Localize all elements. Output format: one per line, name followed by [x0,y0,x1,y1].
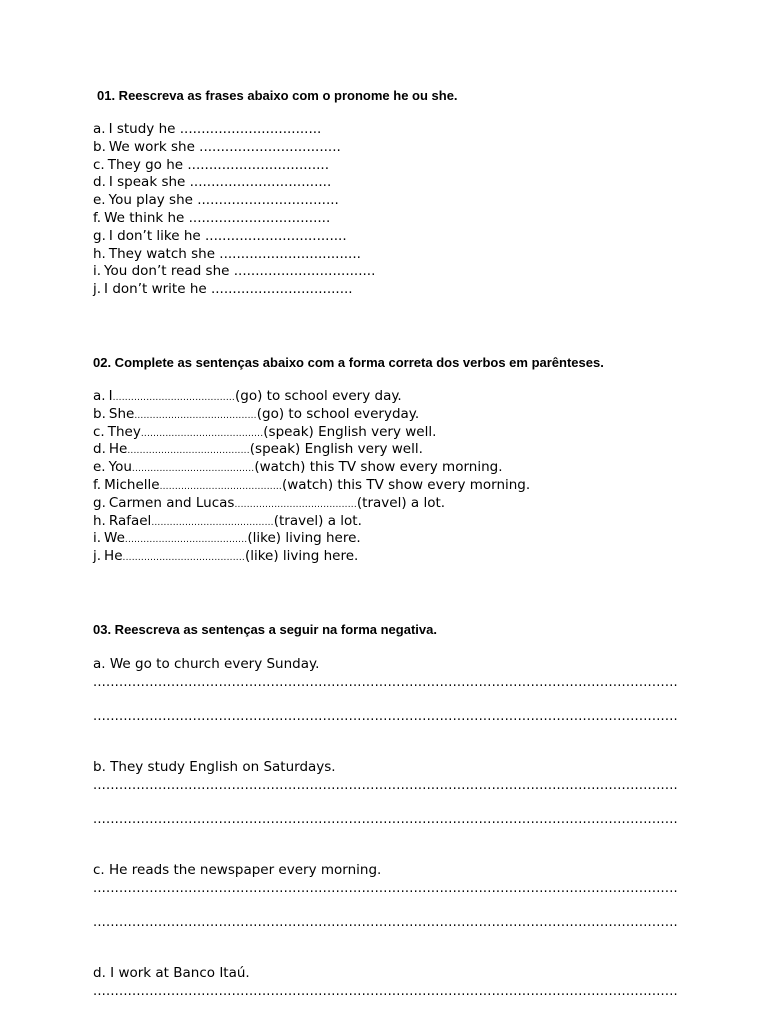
list-item [93,121,375,139]
section2-list [93,388,530,566]
item-text: We think he ................................. [104,209,331,226]
question-line [93,862,683,879]
item-text: We work she ................................. [108,138,341,155]
list-item [93,281,375,299]
item-label: d. [93,441,106,458]
item-label: b. [93,405,106,422]
list-item [93,548,530,566]
item-label: f. [93,476,102,493]
item-label: h. [93,245,106,262]
answer-line: ....................................................................................................................................... [93,984,678,999]
list-item [93,139,375,157]
answer-blank: ........................................ [234,499,357,510]
answer-blank: ........................................ [122,553,245,564]
question-line [93,656,683,673]
item-label: g. [93,494,106,511]
answer-blank: ........................................ [151,517,274,528]
list-item [93,192,375,210]
item-label: d. [93,965,106,981]
item-text: You don’t read she ................................. [104,263,376,280]
item-text: I don’t write he ................................. [104,281,353,298]
list-item [93,388,530,406]
item-label: h. [93,512,106,529]
question-line [93,965,683,982]
section2-heading: 02. Complete as sentenças abaixo com a forma correta dos verbos em parênteses. [93,355,604,370]
answer-line: ....................................................................................................................................... [93,675,678,690]
answer-line: ....................................................................................................................................... [93,915,678,930]
item-label: f. [93,209,102,226]
item-subject: We [104,530,125,547]
section3-heading: 03. Reescreva as sentenças a seguir na forma negativa. [93,622,437,637]
list-item [93,459,530,477]
item-rest: (speak) English very well. [249,441,423,458]
question-line [93,759,683,776]
item-label: j. [93,281,102,298]
item-rest: (like) living here. [247,530,361,547]
section1-heading: 01. Reescreva as frases abaixo com o pronome he ou she. [97,88,458,103]
item-subject: I [108,388,113,404]
list-item [93,263,375,281]
item-subject: She [108,405,135,422]
section3-item [93,862,683,948]
item-label: g. [93,227,106,244]
item-label: i. [93,530,102,547]
item-label: c. [93,862,105,878]
item-label: b. [93,759,106,775]
list-item [93,246,375,264]
answer-blank: ........................................ [134,410,257,421]
list-item [93,441,530,459]
answer-line: ....................................................................................................................................... [93,709,678,724]
answer-line: ....................................................................................................................................... [93,778,678,793]
item-subject: He [104,548,123,565]
section3-item [93,759,683,845]
list-item [93,495,530,513]
answer-line: ....................................................................................................................................... [93,812,678,827]
answer-blank: ........................................ [140,428,264,439]
item-rest: (travel) a lot. [273,512,362,529]
item-subject: Michelle [104,476,160,493]
item-subject: Rafael [108,512,152,529]
item-label: b. [93,138,106,155]
list-item [93,210,375,228]
item-text: We go to church every Sunday. [109,656,320,672]
item-label: c. [93,423,105,440]
item-label: d. [93,174,106,191]
item-text: I work at Banco Itaú. [110,965,250,981]
item-subject: Carmen and Lucas [108,494,235,511]
item-label: c. [93,156,105,173]
item-text: They watch she ................................. [108,245,361,262]
item-label: i. [93,263,102,280]
list-item [93,228,375,246]
answer-blank: ........................................ [159,481,282,492]
item-rest: (travel) a lot. [356,494,446,511]
item-label: e. [93,459,106,476]
item-subject: You [108,459,132,476]
item-text: He reads the newspaper every morning. [109,862,382,878]
item-text: You play she ................................. [108,192,339,209]
item-subject: They [107,423,141,440]
list-item [93,174,375,192]
answer-blank: ........................................ [127,446,250,457]
section1-list [93,121,375,299]
section3-item [93,656,683,742]
item-text: They go he ................................. [107,156,329,173]
item-rest: (watch) this TV show every morning. [282,476,531,493]
item-text: They study English on Saturdays. [110,759,336,775]
item-text: I speak she ................................. [108,174,332,191]
item-label: e. [93,192,106,209]
item-label: a. [93,656,106,672]
item-rest: (like) living here. [244,548,359,565]
item-text: I don’t like he ................................. [108,227,347,244]
item-rest: (go) to school everyday. [256,405,420,422]
list-item [93,424,530,442]
item-rest: (speak) English very well. [263,423,437,440]
section3-item [93,965,683,1003]
item-label: a. [93,388,106,404]
item-label: j. [93,548,102,565]
item-subject: He [108,441,128,458]
answer-blank: ........................................ [131,464,255,475]
answer-line: ....................................................................................................................................... [93,881,678,896]
item-label: a. [93,121,106,137]
answer-blank: ........................................ [124,535,248,546]
answer-blank: ........................................ [112,393,235,403]
item-rest: (go) to school every day. [235,388,402,404]
item-text: I study he ................................. [108,121,322,137]
list-item [93,406,530,424]
list-item [93,477,530,495]
item-rest: (watch) this TV show every morning. [254,459,503,476]
list-item [93,513,530,531]
list-item [93,530,530,548]
list-item [93,157,375,175]
